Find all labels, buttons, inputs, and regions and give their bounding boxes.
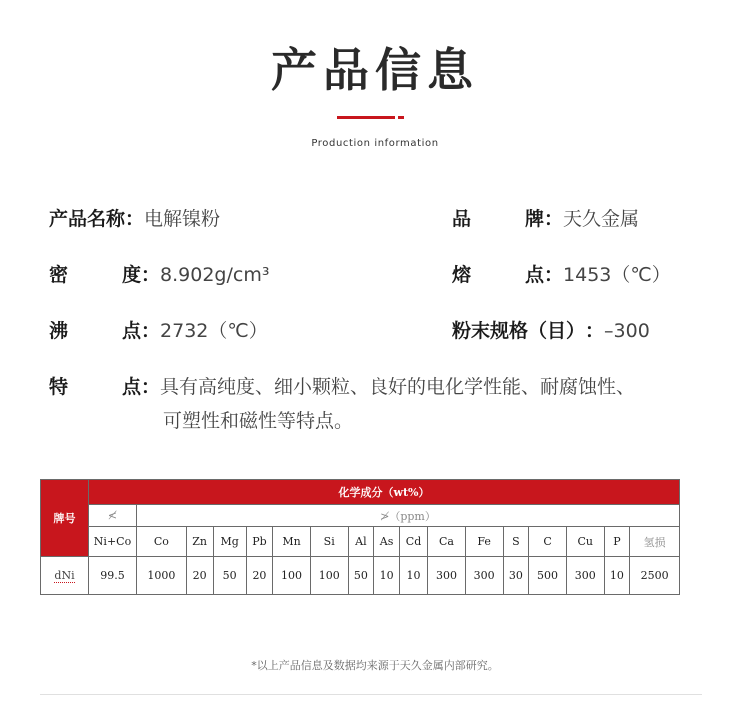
info-features (49, 373, 635, 401)
unit-max: ≯（ppm） (137, 505, 680, 527)
value-cell: 30 (503, 557, 529, 595)
footer-divider (40, 694, 702, 695)
info-density (49, 261, 269, 289)
col-header: Mg (213, 527, 246, 557)
col-header: Fe (465, 527, 503, 557)
value-cell: 20 (246, 557, 272, 595)
value-cell: 300 (566, 557, 604, 595)
table-row (41, 557, 680, 595)
value-cell: 10 (374, 557, 400, 595)
col-header: S (503, 527, 529, 557)
col-header: Cu (566, 527, 604, 557)
value-cell: 300 (428, 557, 466, 595)
info-boiling-sep: ： (141, 320, 161, 342)
value-cell: 2500 (630, 557, 680, 595)
value-cell: 10 (604, 557, 630, 595)
page-title: 产品信息 (271, 43, 479, 97)
grade-cell (41, 557, 89, 595)
value-cell: 500 (529, 557, 567, 595)
composition-table (40, 479, 680, 595)
info-mesh-sep: ： (585, 320, 605, 342)
value-cell: 50 (348, 557, 374, 595)
info-mesh-label: 粉末规格（目） (452, 320, 586, 342)
info-brand-value: 天久金属 (563, 208, 640, 230)
title-underline (337, 116, 395, 119)
info-features-line2: 可塑性和磁性等特点。 (163, 410, 354, 432)
info-mesh (452, 317, 650, 345)
col-header: Pb (246, 527, 272, 557)
value-cell: 99.5 (89, 557, 137, 595)
info-brand (452, 205, 639, 233)
col-header: As (374, 527, 400, 557)
col-header: Al (348, 527, 374, 557)
col-header: Zn (186, 527, 213, 557)
info-features-label: 特 点 (49, 376, 141, 398)
info-features-sep: ： (141, 376, 161, 398)
col-header: 氢损 (630, 527, 680, 557)
value-cell: 20 (186, 557, 213, 595)
info-melting-label: 熔 点 (452, 264, 544, 286)
grade-header: 牌号 (41, 480, 89, 557)
info-melting-sep: ： (544, 264, 564, 286)
col-header: P (604, 527, 630, 557)
footer-note: *以上产品信息及数据均来源于天久金属内部研究。 (251, 659, 499, 672)
info-melting-value: 1453（℃） (563, 264, 671, 286)
info-mesh-value: –300 (604, 320, 650, 342)
info-name-label: 产品名称 (49, 208, 126, 230)
value-cell: 100 (310, 557, 348, 595)
info-features-line1: 具有高纯度、细小颗粒、良好的电化学性能、耐腐蚀性、 (160, 376, 636, 398)
column-header-row (41, 527, 680, 557)
grade-value: dNi (54, 569, 75, 582)
col-header: Co (137, 527, 187, 557)
info-density-sep: ： (141, 264, 161, 286)
info-density-label: 密 度 (49, 264, 141, 286)
info-name-sep: ： (125, 208, 145, 230)
col-header: Ca (428, 527, 466, 557)
info-density-value: 8.902g/cm³ (160, 264, 270, 286)
title-underline-dot (398, 116, 404, 119)
col-header: Cd (399, 527, 427, 557)
info-brand-label: 品 牌 (452, 208, 544, 230)
col-header: Si (310, 527, 348, 557)
col-header: Mn (273, 527, 311, 557)
page-subtitle: Production information (311, 138, 439, 149)
composition-header: 化学成分（wt%） (89, 480, 680, 505)
info-boiling (49, 317, 268, 345)
info-boiling-value: 2732（℃） (160, 320, 268, 342)
value-cell: 300 (465, 557, 503, 595)
value-cell: 100 (273, 557, 311, 595)
info-name (49, 205, 220, 233)
unit-min: ≮ (89, 505, 137, 527)
value-cell: 50 (213, 557, 246, 595)
info-melting (452, 261, 671, 289)
col-header: C (529, 527, 567, 557)
value-cell: 1000 (137, 557, 187, 595)
info-boiling-label: 沸 点 (49, 320, 141, 342)
info-name-value: 电解镍粉 (144, 208, 221, 230)
info-brand-sep: ： (544, 208, 564, 230)
value-cell: 10 (399, 557, 427, 595)
col-header: Ni+Co (89, 527, 137, 557)
